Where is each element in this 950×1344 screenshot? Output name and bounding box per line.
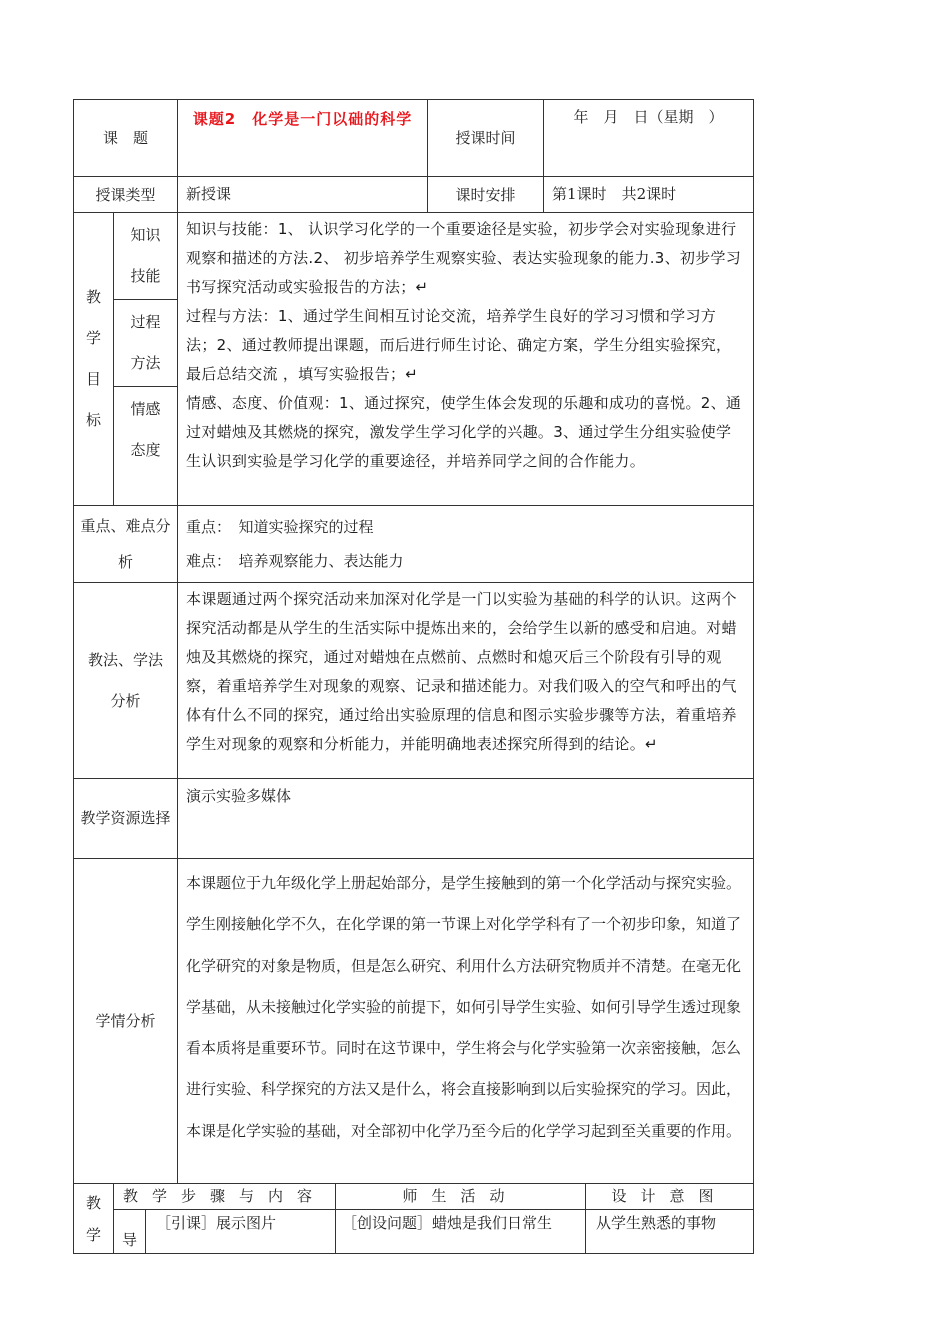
- type-value: 新授课: [178, 177, 428, 213]
- goals-label-char: 教: [85, 288, 101, 306]
- process-header-activity: 师生活动: [336, 1184, 586, 1210]
- type-label: 授课类型: [74, 177, 178, 213]
- goals-label-char: 目: [85, 370, 101, 388]
- topic-title: 课题2 化学是一门以础的科学: [178, 100, 428, 177]
- hours-value: 第1课时 共2课时: [544, 177, 754, 213]
- process-intent: 从学生熟悉的事物: [586, 1210, 754, 1254]
- resources-label: 教学资源选择: [74, 779, 178, 859]
- process-step-label: 导: [114, 1210, 146, 1254]
- lesson-plan: [73, 99, 753, 1254]
- goals-process-label: 过程方法: [114, 300, 178, 387]
- hours-label: 课时安排: [428, 177, 544, 213]
- keypoints-label: 重点、难点分析: [74, 506, 178, 583]
- resources-value: 演示实验多媒体: [178, 779, 754, 859]
- topic-label: 课 题: [74, 100, 178, 177]
- process-step-content: ［引课］展示图片: [146, 1210, 336, 1254]
- lesson-plan-table: [73, 99, 754, 1184]
- goals-label: [74, 213, 114, 506]
- process-label-char: 教: [85, 1193, 101, 1212]
- process-header-intent: 设计意图: [586, 1184, 754, 1210]
- difficult-point: 难点： 培养观察能力、表达能力: [186, 552, 404, 570]
- goals-knowledge-label: 知识技能: [114, 213, 178, 300]
- process-activity: ［创设问题］蜡烛是我们日常生: [336, 1210, 586, 1254]
- time-value: 年 月 日（星期 ）: [544, 100, 754, 177]
- process-label: [74, 1184, 114, 1254]
- goals-text: 知识与技能：1、 认识学习化学的一个重要途径是实验，初步学会对实验现象进行观察和描述的方法.2、 初步培养学生观察实验、表达实验现象的能力.3、初步学习书写探究活动或实验报告的方法；↵ 过程与方法：1、通过学生间相互讨论交流，培养学生良好的学习习惯和学习方法；2、通过教师提出课题，而后进行师生讨论、确定方案，学生分组实验探究，最后总结交流 ，填写实验报告；↵ 情感、态度、价值观：1、通过探究，使学生体会发现的乐趣和成功的喜悦。2、通过对蜡烛及其燃烧的探究，激发学生学习化学的兴趣。3、通过学生分组实验使学生认识到实验是学习化学的重要途径，并培养同学之间的合作能力。: [178, 213, 754, 506]
- time-label: 授课时间: [428, 100, 544, 177]
- goals-label-char: 标: [85, 411, 101, 429]
- process-table: [73, 1183, 754, 1254]
- goals-attitude-label: 情感态度: [114, 387, 178, 506]
- process-label-char: 学: [85, 1225, 101, 1244]
- methods-label: 教法、学法分析: [74, 583, 178, 779]
- process-header-steps: 教学步骤与内容: [114, 1184, 336, 1210]
- methods-text: 本课题通过两个探究活动来加深对化学是一门以实验为基础的科学的认识。这两个探究活动都是从学生的生活实际中提炼出来的，会给学生以新的感受和启迪。对蜡烛及其燃烧的探究，通过对蜡烛在点燃前、点燃时和熄灭后三个阶段有引导的观察，着重培养学生对现象的观察、记录和描述能力。对我们吸入的空气和呼出的气体有什么不同的探究，通过给出实验原理的信息和图示实验步骤等方法，着重培养学生对现象的观察和分析能力，并能明确地表述探究所得到的结论。↵: [178, 583, 754, 779]
- goals-label-char: 学: [85, 329, 101, 347]
- situation-text: 本课题位于九年级化学上册起始部分，是学生接触到的第一个化学活动与探究实验。学生刚接触化学不久，在化学课的第一节课上对化学学科有了一个初步印象，知道了化学研究的对象是物质，但是怎么研究、利用什么方法研究物质并不清楚。在毫无化学基础，从未接触过化学实验的前提下，如何引导学生实验、如何引导学生透过现象看本质将是重要环节。同时在这节课中，学生将会与化学实验第一次亲密接触，怎么进行实验、科学探究的方法又是什么，将会直接影响到以后实验探究的学习。因此，本课是化学实验的基础，对全部初中化学乃至今后的化学学习起到至关重要的作用。: [178, 859, 754, 1184]
- key-point: 重点： 知道实验探究的过程: [186, 518, 374, 536]
- situation-label: 学情分析: [74, 859, 178, 1184]
- keypoints-content: [178, 506, 754, 583]
